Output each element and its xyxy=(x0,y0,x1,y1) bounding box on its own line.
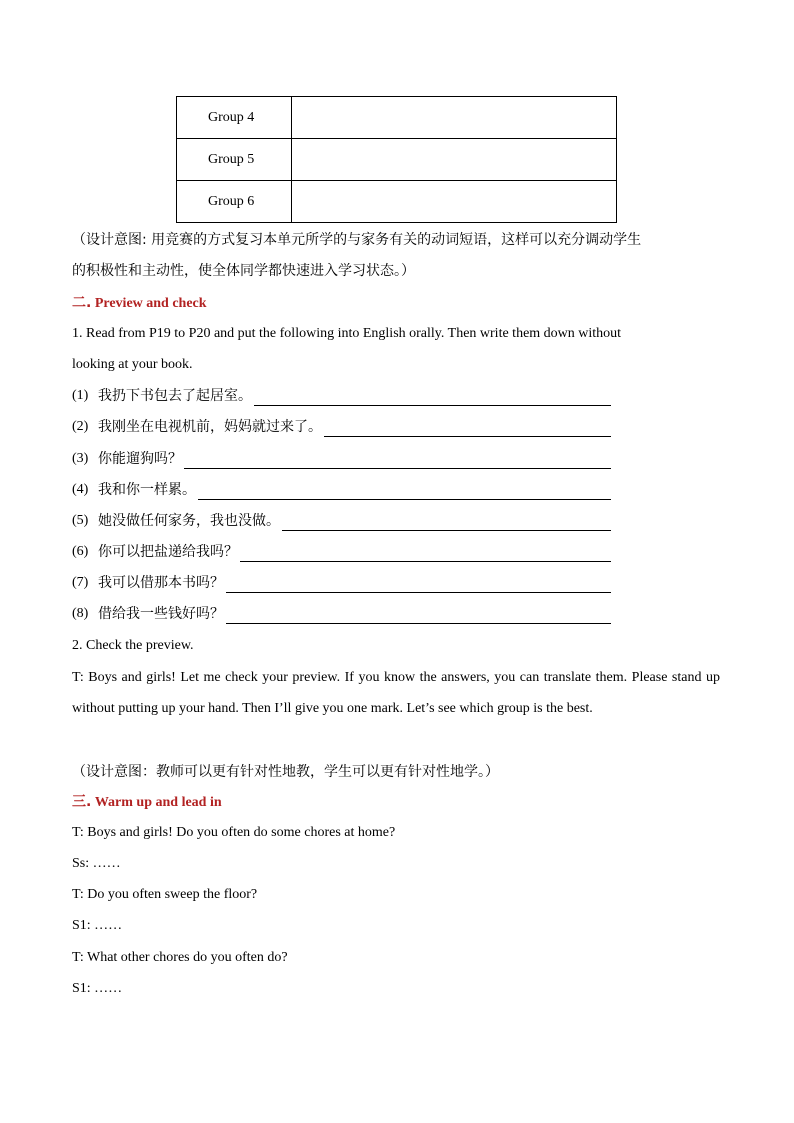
section-title: Preview and check xyxy=(94,296,207,311)
dialogue-line: S1: …… xyxy=(72,918,123,933)
translation-item xyxy=(72,480,611,500)
item-text: 你能遛狗吗？ xyxy=(98,451,182,467)
item-index: (7) xyxy=(72,575,89,590)
table-row xyxy=(177,181,617,223)
groups-table xyxy=(176,96,617,223)
item-index: (5) xyxy=(72,513,89,528)
section-number: 二. xyxy=(72,295,92,311)
section-number: 三. xyxy=(72,794,92,810)
item-text: 我可以借那本书吗？ xyxy=(98,575,224,591)
group-label: Group 4 xyxy=(177,97,292,139)
section-heading-preview xyxy=(72,293,207,314)
translation-item xyxy=(72,573,611,593)
design-intent-note: 的积极性和主动性，使全体同学都快速进入学习状态。） xyxy=(72,263,415,279)
dialogue-line: S1: …… xyxy=(72,981,123,996)
task-instruction: 1. Read from P19 to P20 and put the following into English orally. Then write them down without xyxy=(72,326,622,341)
item-text: 你可以把盐递给我吗？ xyxy=(98,544,238,560)
dialogue-line: T: What other chores do you often do? xyxy=(72,950,288,965)
item-text: 我刚坐在电视机前，妈妈就过来了。 xyxy=(98,419,322,435)
design-intent-note: （设计意图：教师可以更有针对性地教，学生可以更有针对性地学。） xyxy=(72,764,499,780)
answer-blank[interactable] xyxy=(226,578,611,593)
translation-item xyxy=(72,417,611,437)
design-intent-note: （设计意图: 用竞赛的方式复习本单元所学的与家务有关的动词短语，这样可以充分调动学生 xyxy=(72,232,642,248)
answer-blank[interactable] xyxy=(254,391,611,406)
item-index: (4) xyxy=(72,482,89,497)
task-instruction: looking at your book. xyxy=(72,357,193,372)
teacher-script: T: Boys and girls! Let me check your preview. If you know the answers, you can translate them. Please stand up without putting up your hand. Then I’ll give you one mark. Let’s see which group is the best. xyxy=(72,670,720,716)
translation-item xyxy=(72,386,611,406)
item-text: 她没做任何家务，我也没做。 xyxy=(98,513,280,529)
group-label: Group 5 xyxy=(177,139,292,181)
group-label: Group 6 xyxy=(177,181,292,223)
item-text: 借给我一些钱好吗？ xyxy=(98,606,224,622)
table-row xyxy=(177,139,617,181)
section-title: Warm up and lead in xyxy=(94,795,222,810)
item-text: 我和你一样累。 xyxy=(98,482,196,498)
table-row xyxy=(177,97,617,139)
answer-blank[interactable] xyxy=(184,454,611,469)
dialogue-line: Ss: …… xyxy=(72,856,121,871)
section-heading-warm-up xyxy=(72,792,222,813)
answer-blank[interactable] xyxy=(324,422,611,437)
translation-item xyxy=(72,511,611,531)
item-text: 我扔下书包去了起居室。 xyxy=(98,388,252,404)
group-answer-cell xyxy=(292,139,617,181)
answer-blank[interactable] xyxy=(240,547,611,562)
answer-blank[interactable] xyxy=(226,609,611,624)
translation-item xyxy=(72,449,611,469)
dialogue-line: T: Boys and girls! Do you often do some chores at home? xyxy=(72,825,396,840)
translation-item xyxy=(72,542,611,562)
item-index: (2) xyxy=(72,419,89,434)
item-index: (8) xyxy=(72,606,89,621)
answer-blank[interactable] xyxy=(282,516,611,531)
group-answer-cell xyxy=(292,181,617,223)
item-index: (3) xyxy=(72,451,89,466)
answer-blank[interactable] xyxy=(198,485,611,500)
translation-item xyxy=(72,604,611,624)
item-index: (1) xyxy=(72,388,89,403)
dialogue-line: T: Do you often sweep the floor? xyxy=(72,887,258,902)
group-answer-cell xyxy=(292,97,617,139)
task-instruction: 2. Check the preview. xyxy=(72,638,194,653)
item-index: (6) xyxy=(72,544,89,559)
